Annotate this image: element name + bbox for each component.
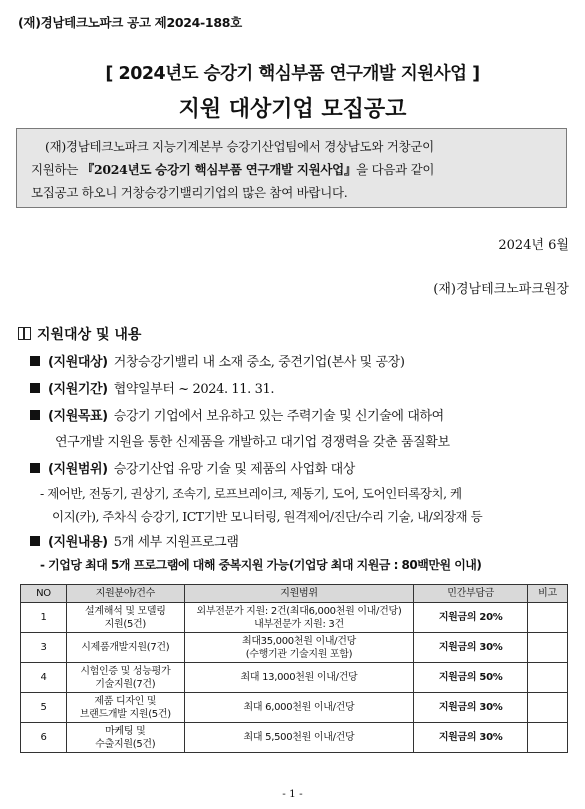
- cell-range: 외부전문가 지원: 2건(최대6,000천원 이내/건당) 내부전문가 지원: 3건: [184, 603, 414, 633]
- cell-field: 설계해석 및 모델링 지원(5건): [66, 603, 184, 633]
- program-name: 『2024년도 승강기 핵심부품 연구개발 지원사업』: [81, 162, 357, 177]
- cell-range: 최대35,000천원 이내/건당 (수행기관 기술지원 포함): [184, 633, 414, 663]
- col-header-no: NO: [21, 585, 67, 603]
- intro-box: [16, 128, 567, 208]
- cell-field: 마케팅 및 수출지원(5건): [66, 723, 184, 753]
- cell-no: 5: [21, 693, 67, 723]
- support-program-table: [20, 584, 568, 753]
- item-scope: [30, 458, 570, 477]
- col-header-field: 지원분야/건수: [66, 585, 184, 603]
- intro-line1: (재)경남테크노파크 지능기계본부 승강기산업팀에서 경상남도와 거창군이: [45, 139, 434, 154]
- intro-line3: 모집공고 하오니 거창승강기밸리기업의 많은 참여 바랍니다.: [31, 185, 348, 200]
- intro-line2-post: 을 다음과 같이: [356, 162, 435, 177]
- intro-line2-pre: 지원하는: [31, 162, 82, 177]
- square-bullet-icon: [30, 410, 40, 420]
- item-text: 승강기산업 유망 기술 및 제품의 사업화 대상: [113, 462, 355, 477]
- cell-field: 시험인증 및 성능평가 기술지원(7건): [66, 663, 184, 693]
- item-goal-continued: 연구개발 지원을 통한 신제품을 개발하고 대기업 경쟁력을 갖춘 품질확보: [55, 435, 450, 450]
- item-label: (지원내용): [48, 535, 108, 550]
- cell-field: 제품 디자인 및 브랜드개발 지원(5건): [66, 693, 184, 723]
- cell-share: 지원금의 30%: [414, 693, 528, 723]
- notice-date: 2024년 6월: [498, 238, 569, 253]
- content-note: - 기업당 최대 5개 프로그램에 대해 중복지원 가능(기업당 최대 지원금 : 80백만원 이내): [40, 558, 482, 572]
- table-row: [21, 633, 568, 663]
- cell-no: 3: [21, 633, 67, 663]
- cell-share: 지원금의 30%: [414, 633, 528, 663]
- section-heading-text: 지원대상 및 내용: [37, 327, 142, 343]
- page-title-line2: 지원 대상기업 모집공고: [178, 97, 407, 122]
- table-row: [21, 723, 568, 753]
- scope-sub-line2: 이지(카), 주차식 승강기, ICT기반 모니터링, 원격제어/진단/수리 기술, 내/외장재 등: [52, 509, 483, 524]
- cell-share: 지원금의 50%: [414, 663, 528, 693]
- item-content: [30, 531, 570, 550]
- square-bullet-icon: [30, 356, 40, 366]
- square-bullet-icon: [30, 463, 40, 473]
- cell-range: 최대 13,000천원 이내/건당: [184, 663, 414, 693]
- col-header-share: 민간부담금: [414, 585, 528, 603]
- cell-share: 지원금의 20%: [414, 603, 528, 633]
- issuer-name: (재)경남테크노파크원장: [433, 282, 569, 297]
- intro-line2: [31, 158, 552, 181]
- notice-number: (재)경남테크노파크 공고 제2024-188호: [18, 15, 242, 30]
- item-text: 거창승강기밸리 내 소재 중소, 중견기업(본사 및 공장): [113, 355, 405, 370]
- cell-range: 최대 6,000천원 이내/건당: [184, 693, 414, 723]
- item-text: 협약일부터 ~ 2024. 11. 31.: [113, 382, 275, 397]
- scope-sub-line1: - 제어반, 전동기, 권상기, 조속기, 로프브레이크, 제동기, 도어, 도어인터록장치, 케: [40, 486, 462, 501]
- cell-no: 1: [21, 603, 67, 633]
- item-text: 5개 세부 지원프로그램: [113, 535, 239, 550]
- item-period: [30, 378, 570, 397]
- section-box-icon: [18, 327, 31, 340]
- page-title-line1: [ 2024년도 승강기 핵심부품 연구개발 지원사업 ]: [105, 64, 480, 84]
- item-text: 승강기 기업에서 보유하고 있는 주력기술 및 신기술에 대하여: [113, 409, 444, 424]
- table-row: [21, 603, 568, 633]
- col-header-range: 지원범위: [184, 585, 414, 603]
- square-bullet-icon: [30, 383, 40, 393]
- item-goal: [30, 405, 570, 424]
- cell-no: 6: [21, 723, 67, 753]
- cell-note: [528, 633, 568, 663]
- item-label: (지원기간): [48, 382, 108, 397]
- item-target: [30, 351, 570, 370]
- cell-no: 4: [21, 663, 67, 693]
- page-number: - 1 -: [282, 788, 303, 800]
- square-bullet-icon: [30, 536, 40, 546]
- section-heading: [18, 324, 141, 344]
- cell-note: [528, 663, 568, 693]
- col-header-note: 비고: [528, 585, 568, 603]
- item-label: (지원목표): [48, 409, 108, 424]
- item-label: (지원범위): [48, 462, 108, 477]
- table-row: [21, 693, 568, 723]
- cell-note: [528, 723, 568, 753]
- table-header-row: [21, 585, 568, 603]
- cell-note: [528, 603, 568, 633]
- cell-share: 지원금의 30%: [414, 723, 528, 753]
- cell-note: [528, 693, 568, 723]
- item-label: (지원대상): [48, 355, 108, 370]
- table-row: [21, 663, 568, 693]
- cell-field: 시제품개발지원(7건): [66, 633, 184, 663]
- cell-range: 최대 5,500천원 이내/건당: [184, 723, 414, 753]
